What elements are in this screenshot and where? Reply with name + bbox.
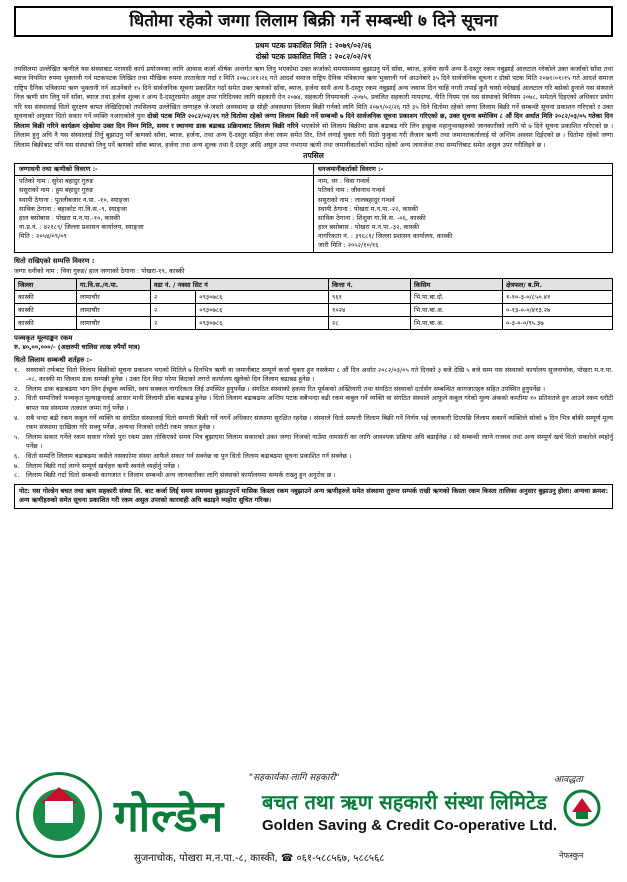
cell-type: भि.पा.बा.अ.	[411, 303, 503, 316]
guarantor-line: नागरिकता नं. : ३९६८१/ जिल्ला प्रशासन कार्यालय, कास्की	[318, 231, 453, 240]
land-table	[14, 278, 613, 330]
condition-item	[14, 452, 613, 462]
coop-name-sub: बचत तथा ऋण सहकारी संस्था लिमिटेड	[262, 790, 547, 814]
first-publish-date: प्रथम पटक प्रकाशित मिति : २०७९/०२/२६	[255, 41, 372, 51]
condition-item	[14, 462, 613, 472]
condition-text: लिलाम बिक्री गर्दा लाग्ने सम्पूर्ण खर्चहरु ऋणी स्वयंले व्यहोर्नु पर्नेछ ।	[26, 461, 180, 470]
party-details	[14, 163, 613, 253]
land-table-row	[15, 290, 613, 303]
coop-address: सुजनाचोक, पोखरा म.न.पा.-८, कास्की, ☎ ०६१-५८८५६७, ५८८५६८	[134, 853, 385, 864]
condition-item	[14, 385, 613, 395]
conditions-list	[14, 366, 613, 481]
condition-item	[14, 471, 613, 481]
logo-house-icon	[45, 801, 73, 823]
tapsil-heading: तपसिल	[303, 151, 324, 161]
col-ward-sheet: वडा नं. / नक्सा सिट नं	[151, 278, 329, 290]
condition-text: धितो सम्पत्तिको पञ्चकृत मूल्याङ्कनलाई आधार मानी लिलामी डाँक बढाबढ हुनेछ । धितो लिलाम बढाबढमा अन्तिम पटक सबैभन्दा बढी रकम कबुल गर्ने व्यक्ति वा संगठित संस्थाले आफूले कबुल गरेको मूल्य अंकको कम्तीमा १० प्रतिशतले हुन आउने रकम धरौटी बापत यस संस्थामा तत्काल जम्मा गर्नु पर्नेछ ।	[26, 394, 613, 412]
cell-district: कास्की	[15, 303, 77, 316]
second-publish-date: दोस्रो पटक प्रकाशित मिति : २०८२/०२/२९	[255, 52, 372, 62]
borrower-line: साविक ठेगाना : बहाकोट गा.वि.स.-९, स्याङ्जा	[19, 204, 127, 213]
borrower-line: स्थायी ठेगाना : पुतलीबजार न.पा. -१०, स्याङ्जा	[19, 195, 130, 204]
condition-text: धितो सम्पत्ति लिलाम बढाबढमा कसैले नसकारेमा संस्था आफैले सकार गर्न सक्नेछ वा पुन धितो लिलाम बढाबढमा सूचना प्रकाशित गर्न सक्नेछ ।	[26, 452, 352, 461]
notice-title: धितोमा रहेको जग्गा लिलाम बिक्री गर्ने सम्बन्धी ७ दिने सूचना	[14, 6, 613, 37]
cell-area: ०-३-०-०/९५.३७	[503, 316, 613, 329]
col-district: जिल्ला	[15, 278, 77, 290]
guarantor-line: हाल बसोबास : पोखरा म.न.पा.-३२, कास्की	[318, 222, 420, 231]
collateral-owner: जग्गा धनीको नाम : विना गुरुङ/ हाल जग्गाको ठेगाना : पोखरा-१९, कास्की	[14, 266, 185, 275]
cell-municipality: लामाचौर	[77, 303, 151, 316]
coop-name-big: गोल्डेन	[114, 791, 225, 842]
borrower-line: हाल बसोबास : पोखरा म.न.पा.-१०, कास्की	[19, 213, 121, 222]
cell-sheet: ०९३०७८६	[196, 290, 329, 303]
footer-tagline: "सहकार्यका लागि सहकारी"	[249, 773, 340, 783]
borrower-line: ना.प्र.नं. : ४२१८९/ जिल्ला प्रशासन कार्यालय, स्याङ्जा	[19, 222, 144, 231]
condition-text: संस्थाको तर्फबाट धितो लिलाम बिक्रीको सूचना प्रकाशन भएको मितिले ७ दिनभित्र ऋणी वा जमानीबाट सम्पूर्ण कर्जा चुक्ता हुन नसकेमा ८ औं दिन अर्थात २०८२/०३/०५ गते दिनको ३ बजे देखि ५ बजे सम्म यस संस्थाको कार्यालय सुजनाचोक, पोखरा म.न.पा. -०८, कास्की मा लिलाम डाक सम्पन्नी हुनेछ । उक्त दिन विदा परेमा बिदाको लगत्ते कार्यालय खुलेको दिन लिलाम बढाबढ हुनेछ ।	[26, 365, 613, 384]
conditions-heading: धितो लिलाम सम्बन्धी शर्तहरु :-	[14, 356, 93, 365]
collateral-heading: धितो राखिएको सम्पत्ति विवरण :	[14, 257, 95, 266]
condition-number: २.	[14, 384, 20, 393]
condition-number: ७.	[14, 461, 20, 470]
valuation-amount: रु. ४०,००,०००/- (अक्षरुपी चालिस लाख रुपैयाँ मात्र)	[14, 343, 141, 352]
affiliation-name: नेफस्कुन	[559, 851, 584, 860]
cell-municipality: लामाचौर	[77, 316, 151, 329]
col-kitta: कित्ता नं.	[329, 278, 411, 290]
cell-type: भि.पा.बा.अ.	[411, 316, 503, 329]
cell-ward: २	[151, 316, 196, 329]
borrower-details	[15, 164, 313, 252]
nefscun-logo-icon	[562, 788, 602, 828]
cell-kitta: २८	[329, 316, 411, 329]
condition-item	[14, 394, 613, 413]
cell-kitta: ९६१	[329, 290, 411, 303]
condition-text: लिलाम बिक्री गर्दा धितो सम्बन्धी कागजात र लिलाम सम्बन्धी अन्य जानकारीका लागि संस्थाको कार्यालयमा सम्पर्क राख्नु हुन अनुरोध छ ।	[26, 471, 336, 480]
condition-number: ८.	[14, 471, 20, 480]
cell-municipality: लामाचौर	[77, 290, 151, 303]
borrower-line: ससुराको नाम : हुम बहादुर गुरुङ	[19, 186, 94, 195]
intro-bold: दोस्रो पटक मिति २०८२/०२/२९ गते धितोमा रहेको जग्गा लिलाम बिक्री गर्ने सम्बन्धी ७ दिने सार्वजनिक सूचना प्रकाशन गरिएको छ, उक्त सूचना बमोजिम ८ औं दिन अर्थात मिति २०८२/०३/०५ गतेका दिन लिलाम बिक्री गरिने कार्यक्रम रहेकोमा उक्त दिन निम्न मिति, समय र स्थानमा डाक बढाबढ प्रक्रियाबाट लिलाम बिक्री गरिने	[14, 112, 613, 130]
col-type: किसिम	[411, 278, 503, 290]
guarantor-line: नाम, थर : विवा गन्धर्व	[318, 177, 370, 186]
guarantor-details	[313, 164, 612, 252]
guarantor-line: ससुराको नाम : लालबहादुर गन्धर्व	[318, 195, 395, 204]
borrower-heading: जग्गाधनी तथा ऋणीको विवरण :-	[15, 164, 313, 176]
condition-text: सबै भन्दा बढी रकम कबुल गर्ने व्यक्ति वा संगठित संस्थालाई धितो सम्पत्ती बिक्री गर्ने नगर्ने अधिकार संस्थामा सुरक्षित रहनेछ । संस्थाले धितो सम्पत्ती लिलाम बिक्री गर्ने निर्णय भई जानकारी दिएपछि लिलाम सकार्ने व्यक्तिले सोको ७ दिन भित्र बाँकी सम्पूर्ण मूल्य रकम संस्थामा दाखिला गरि सक्नु पर्नेछ, अन्यथा निजको धरौटी रकम जफत हुनेछ ।	[26, 413, 613, 432]
condition-number: ६.	[14, 452, 20, 461]
land-table-row	[15, 316, 613, 329]
cell-type: भि.पा.बा.दो.	[411, 290, 503, 303]
guarantor-line: साविक ठेगाना : शिशुवा गा.वि.स. -०६, कास्की	[318, 213, 426, 222]
cell-district: कास्की	[15, 316, 77, 329]
cell-sheet: ०९३०७८६	[196, 303, 329, 316]
condition-item	[14, 414, 613, 433]
intro-part-1: तपसिलमा उल्लेखित ऋणीले यस संस्थाबाट परायसी कार्य प्रयोजनका लागि आवास कर्जा शीर्षक अन्तर्गत ऋण लिनु भएकोमा उक्त कर्जाको समयसम्यमा बुझाउनु पर्ने साँवा, ब्याज, हर्जना साथै अन्य दै-दस्तुर रकम नबुझाई आलटाल गरेकोले उक्त कर्जाको साँवा तथा ब्याज नियमित रुपमा भुक्तानी गर्न पटकपटक लिखित तथा मौखिक रुपमा तरताकेता गर्दा र मिति २०७८।११।२६ गते आदर्श समाज राष्ट्रिय दैनिक पत्रिकामा ऋण भुक्तानी गर्न आउनेबारे ३५ दिने सार्वजनिक सूचना र दोस्रो पटक मिति २०७९।०१।१५ गते आदर्श समाज राष्ट्रिय दैनिक पत्रिकामा ऋण भुक्तानी गर्न आउनेबारे १५ दिने सार्वजनिक सूचना प्रकाशित गर्दा समेत उक्त ऋणको साँवा, ब्याज, हर्जना साथै अन्य दै-दस्तुर रकम नबुझाई अन्य जवाफ दिन चाहि नगरी तपाई कुनै चासो नदेखाई आलटाल गरि बसेको हुनाले यस संस्थाले निज ऋणी संग लिनु पर्ने साँवा, ब्याज तथा हर्जना शुल्क र अन्य दै-दस्तुरसमेत असुल उपर गरिदिनका लागि सहकारी ऐन २०७४, सहकारी नियमावली -२०७५, प्रचलित सहकारी मापदण्ड, नीति नियम एवं यस संस्थाको विनियम २०७८, समेतले दिइएको अधिकार प्रयोग गरि यस संस्थालाई धितो सुरक्षण बापत लेखिदिएको तपसिलमा उल्लेखित जग्गाहरु जे-जस्तो अवस्थामा छ सोही अवस्थामा लिलाम बिक्री गर्नको लागि मिति २०७९/०२/२६ गते ३५ दिने धितोमा रहेको जग्गा लिलाम बिक्री गर्ने सम्बन्धी सूचना प्रकाशन गरिएको र उक्त सूचनाको अनुसार धितो सकार गर्ने व्यक्ति नआएकोले पुनः	[14, 65, 613, 121]
borrower-line: पतिको नाम : सुरेश बहादुर गुरुङ	[19, 177, 94, 186]
condition-number: ५.	[14, 432, 20, 441]
guarantor-line: स्थायी ठेगाना : पोखरा म.न.पा.-२२, कास्की	[318, 204, 419, 213]
cell-area: १-१०-३-०/८५०.४१	[503, 290, 613, 303]
coop-name-english: Golden Saving & Credit Co-operative Ltd.	[262, 817, 558, 834]
cell-sheet: ०९३०७८६	[196, 316, 329, 329]
cell-area: ०-१३-०-०/४१३.२७	[503, 303, 613, 316]
land-table-row	[15, 303, 613, 316]
condition-text: लिलाम डाक बढाबढमा भाग लिन ईच्छुक व्यक्ति, स्वयं सक्कल नागरिकता लिई उपस्थित हुनुपर्नेछ । संगठित संस्थाको हकमा रित पूर्वकको अख्तियारी तथा संगठित संस्थाको दर्तासँग सम्बन्धित कागजातहरु सहित उपस्थित हुनुपर्नेछ ।	[26, 384, 546, 393]
cell-kitta: १०२४	[329, 303, 411, 316]
condition-number: ४.	[14, 413, 20, 422]
condition-number: १.	[14, 365, 20, 374]
guarantor-line: जारी मिति : २०५२/१०/१६	[318, 240, 379, 249]
guarantor-heading: धनजमानीकर्ताको विवरण :-	[314, 164, 612, 176]
affiliation-label: आवद्धता	[554, 775, 583, 785]
publication-dates	[14, 41, 613, 63]
note-box: नोट: यस गोल्डेन बचत तथा ऋण सहकारी संस्था लि. बाट कर्जा लिई समय समयमा बुझाउनुपर्ने मासिक किस्ता रकम नबुझाउने अन्य ऋणीहरुले समेत संस्थामा तुरुन्त सम्पर्क राखी ऋणको किस्ता रकम किस्ता तालिका अनुसार बुझाउनु होला। अन्यथा क्रमश: अन्य ऋणीहरुको समेत सूचना प्रकाशित गरी रकम असुल उपरको कारवाही अघि बढाइने व्यहोरा सुचित गरिन्छ।	[14, 484, 613, 509]
condition-item	[14, 433, 613, 452]
coop-logo	[16, 772, 102, 858]
land-table-header	[15, 278, 613, 290]
intro-paragraph	[14, 65, 613, 150]
condition-text: लिलाम सकार गर्नेले रकम सकार गरेको पुरा रकम उक्त तोकिएको समय भित्र बुझाएमा लिलाम सकारको उक्त जग्गा निजको नाउँमा नामसारी का लागि आवश्यक प्रक्रिया अघि बढाईनेछ । सो सम्बन्धी लाग्ने राजस्व तथा अन्य सम्पूर्ण खर्च धितो सकारेले व्यहोर्नु पर्नेछ ।	[26, 432, 613, 451]
cell-ward: २	[151, 290, 196, 303]
valuation-heading: पञ्चकृत मूल्याङ्कन रकम	[14, 333, 73, 342]
intro-part-2: भएकोले सो लिलाम बिक्रीमा डाक बढाबढ गरि लिन इच्छुक महानुभावहरुको जानकारीको लागि यो ७ दिने सूचना प्रकाशित गरिएको छ । लिलाम हुनु अघि नै यस संस्थालाई तिर्नु बुझाउनु पर्ने ऋणको साँवा, ब्याज, हर्जना, तथा अन्य दै-दस्तुर सहित लेना रकम समेत तिर, तिर्न लगाई चुक्ता गरी धितो फुकुवा गरी लैजान ऋणी तथा जमानतकर्तालाई यो अन्तिम अवसर दिईएको छ । धितोमा रहेको जग्गा लिलाम बिक्रीबाट पनि यस संस्थाको लिनु पर्ने ऋणको साँवा ब्याज, हर्जना तथा अन्य शुल्क तथा दै दस्तुर आदि असुल उपर नभएमा ऋणी तथा जमानीकर्ताको नाउँमा रहेको अन्य जायजेथा तथा सम्पत्तिबाट समेत असुल उपर गरीलिइने छ ।	[14, 121, 613, 149]
col-municipality: गा.वि.स./न.पा.	[77, 278, 151, 290]
cell-district: कास्की	[15, 290, 77, 303]
guarantor-line: पतिको नाम : जीवनाथ गन्धर्व	[318, 186, 385, 195]
cell-ward: २	[151, 303, 196, 316]
col-area: क्षेत्रफल/ ब.मि.	[503, 278, 613, 290]
condition-item	[14, 366, 613, 385]
condition-number: ३.	[14, 394, 20, 403]
footer-banner	[14, 770, 613, 878]
borrower-line: मिति : २०५४/०९/०९	[19, 231, 67, 240]
